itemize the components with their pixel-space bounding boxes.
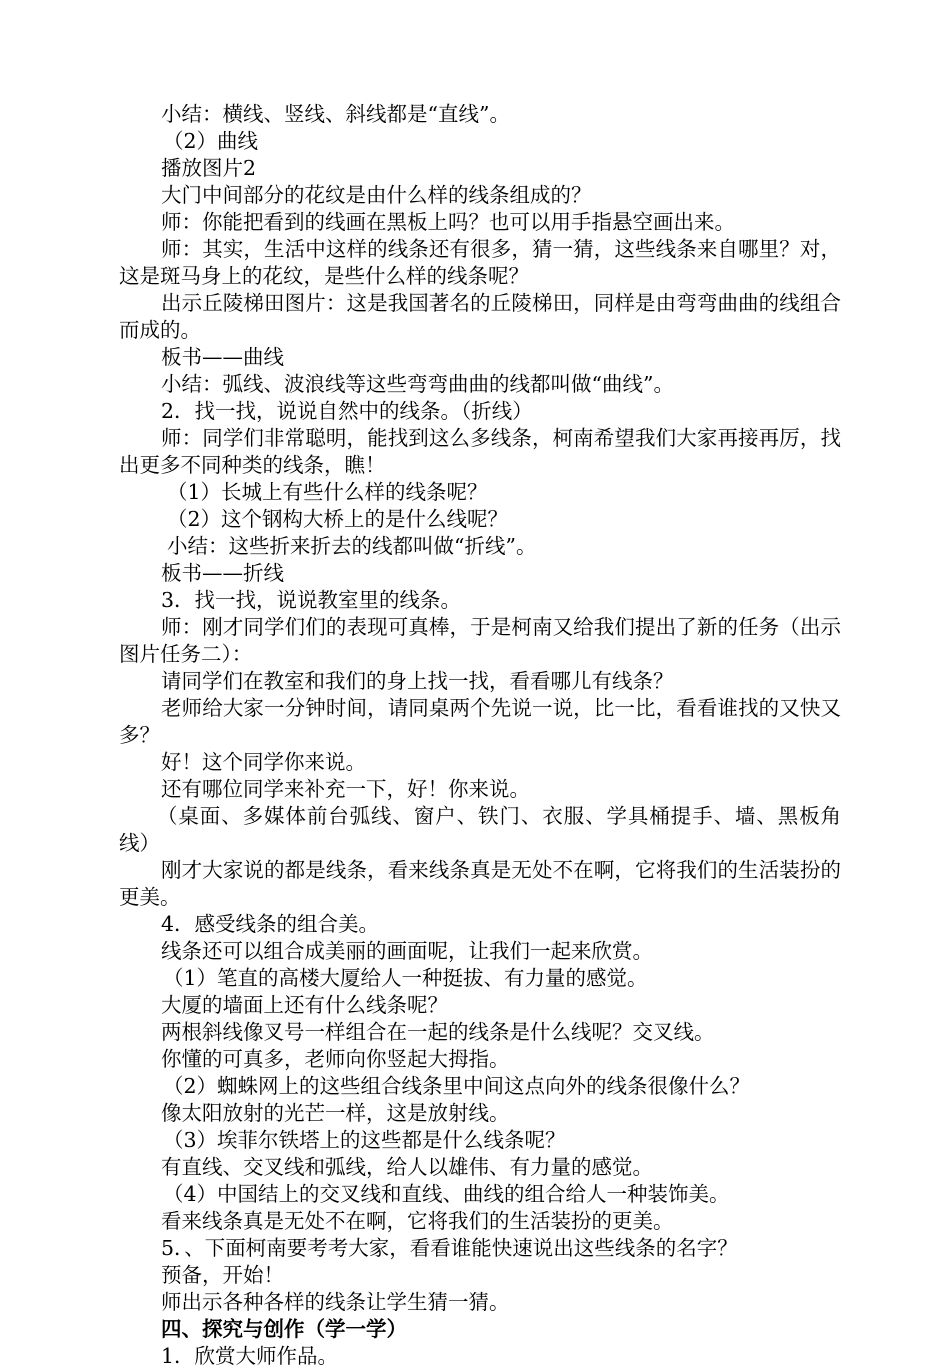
paragraph: 板书——曲线 bbox=[161, 345, 284, 369]
paragraph: 板书——折线 bbox=[161, 561, 284, 585]
paragraph: （2）这个钢构大桥上的是什么线呢？ bbox=[167, 507, 509, 531]
paragraph: （2）曲线 bbox=[163, 129, 259, 153]
paragraph: 3．找一找，说说教室里的线条。 bbox=[161, 588, 462, 612]
paragraph: 好！这个同学你来说。 bbox=[161, 750, 366, 774]
paragraph: 2．找一找，说说自然中的线条。（折线） bbox=[161, 399, 533, 423]
paragraph: 1．欣赏大师作品。 bbox=[161, 1344, 339, 1368]
paragraph: 老师给大家一分钟时间，请同桌两个先说一说，比一比，看看谁找的又快又多？ bbox=[119, 696, 841, 747]
paragraph: 你懂的可真多，老师向你竖起大拇指。 bbox=[161, 1047, 510, 1071]
paragraph: 线条还可以组合成美丽的画面呢，让我们一起来欣赏。 bbox=[161, 939, 653, 963]
section-heading: 四、探究与创作（学一学） bbox=[161, 1317, 407, 1341]
paragraph: 师：其实，生活中这样的线条还有很多，猜一猜，这些线条来自哪里？对，这是斑马身上的花纹，是些什么样的线条呢？ bbox=[119, 237, 841, 288]
paragraph: 小结：这些折来折去的线都叫做“折线”。 bbox=[167, 534, 537, 558]
paragraph: 师：刚才同学们们的表现可真棒，于是柯南又给我们提出了新的任务（出示图片任务二）： bbox=[119, 615, 841, 666]
document-body bbox=[119, 101, 841, 1370]
paragraph: 刚才大家说的都是线条，看来线条真是无处不在啊，它将我们的生活装扮的更美。 bbox=[119, 858, 841, 909]
paragraph: 像太阳放射的光芒一样，这是放射线。 bbox=[161, 1101, 510, 1125]
paragraph: （1）长城上有些什么样的线条呢？ bbox=[167, 480, 488, 504]
paragraph: 预备，开始！ bbox=[161, 1263, 284, 1287]
paragraph: 看来线条真是无处不在啊，它将我们的生活装扮的更美。 bbox=[161, 1209, 674, 1233]
paragraph: 播放图片2 bbox=[161, 156, 257, 180]
paragraph: （2）蜘蛛网上的这些组合线条里中间这点向外的线条很像什么？ bbox=[163, 1074, 751, 1098]
paragraph: 大门中间部分的花纹是由什么样的线条组成的？ bbox=[161, 183, 592, 207]
paragraph: 大厦的墙面上还有什么线条呢？ bbox=[161, 993, 448, 1017]
paragraph: （桌面、多媒体前台弧线、窗户、铁门、衣服、学具桶提手、墙、黑板角线） bbox=[119, 804, 841, 855]
paragraph: 还有哪位同学来补充一下，好！你来说。 bbox=[161, 777, 530, 801]
paragraph: 出示丘陵梯田图片：这是我国著名的丘陵梯田，同样是由弯弯曲曲的线组合而成的。 bbox=[119, 291, 841, 342]
paragraph: 师：你能把看到的线画在黑板上吗？也可以用手指悬空画出来。 bbox=[161, 210, 735, 234]
paragraph: 4．感受线条的组合美。 bbox=[161, 912, 380, 936]
paragraph: 两根斜线像叉号一样组合在一起的线条是什么线呢？交叉线。 bbox=[161, 1020, 715, 1044]
paragraph: 小结：弧线、波浪线等这些弯弯曲曲的线都叫做“曲线”。 bbox=[161, 372, 674, 396]
paragraph: （1）笔直的高楼大厦给人一种挺拔、有力量的感觉。 bbox=[163, 966, 648, 990]
paragraph: 师：同学们非常聪明，能找到这么多线条，柯南希望我们大家再接再厉，找出更多不同种类的线条，瞧！ bbox=[119, 426, 841, 477]
paragraph: 师出示各种各样的线条让学生猜一猜。 bbox=[161, 1290, 510, 1314]
paragraph: （4）中国结上的交叉线和直线、曲线的组合给人一种装饰美。 bbox=[163, 1182, 730, 1206]
paragraph: 小结：横线、竖线、斜线都是“直线”。 bbox=[161, 102, 510, 126]
paragraph: 有直线、交叉线和弧线，给人以雄伟、有力量的感觉。 bbox=[161, 1155, 653, 1179]
paragraph: （3）埃菲尔铁塔上的这些都是什么线条呢？ bbox=[163, 1128, 566, 1152]
paragraph: 请同学们在教室和我们的身上找一找，看看哪儿有线条？ bbox=[161, 669, 674, 693]
paragraph: 5．、下面柯南要考考大家，看看谁能快速说出这些线条的名字？ bbox=[161, 1236, 738, 1260]
